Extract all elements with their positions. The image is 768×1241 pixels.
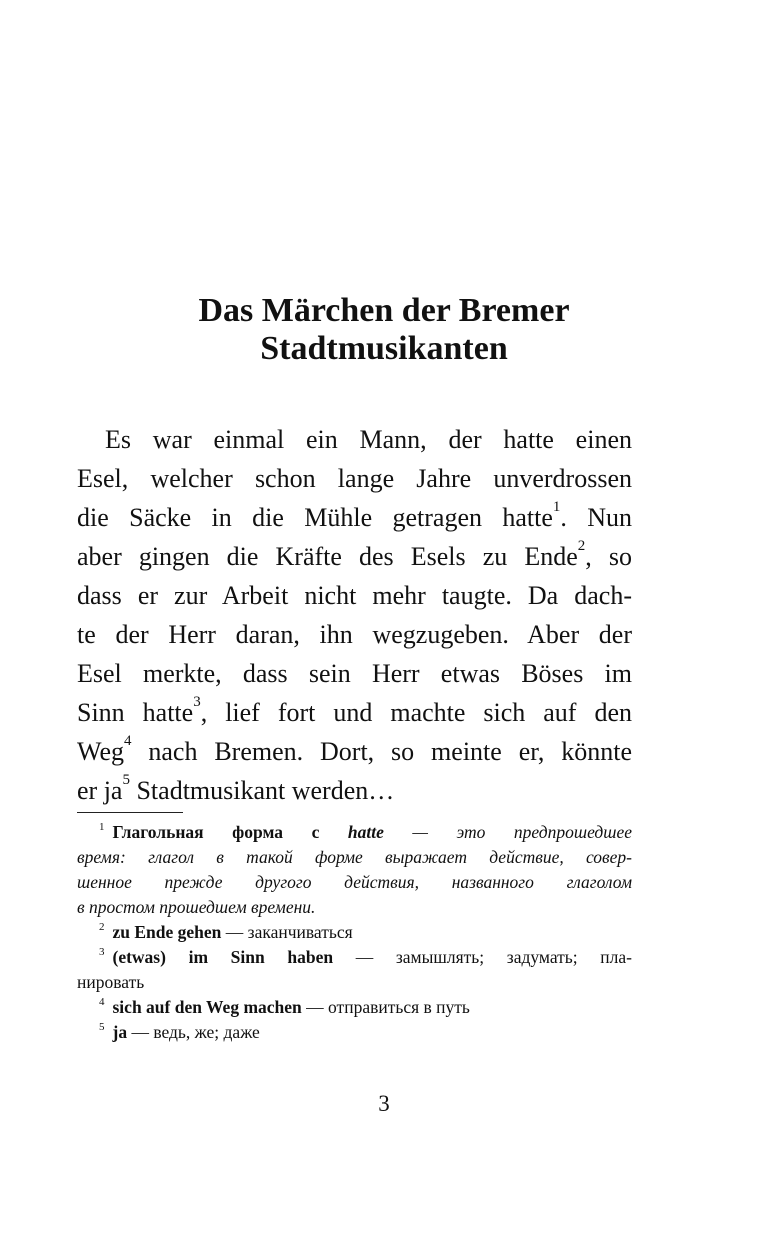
text-line [77, 732, 632, 771]
text-line [77, 537, 632, 576]
text-segment: nach Bremen. Dort, so meinte er, könnte [131, 737, 632, 766]
text-segment: , so [585, 542, 632, 571]
text-segment: — отправиться в путь [301, 997, 470, 1017]
text-segment: Es war einmal ein Mann, der hatte einen [105, 425, 632, 454]
text-line [77, 654, 632, 693]
footnote-marker: 1 [552, 499, 561, 515]
text-segment: в простом прошедшем времени. [77, 897, 316, 917]
text-segment: Глагольная форма с [112, 822, 348, 842]
footnote-marker: 5 [99, 1021, 105, 1033]
text-segment: aber gingen die Kräfte des Esels zu Ende [77, 542, 578, 571]
footnote-marker: 4 [99, 996, 105, 1008]
footnote-line [77, 920, 632, 945]
footnotes [77, 820, 632, 1045]
footnote-line [77, 945, 632, 970]
text-segment: zu Ende gehen [112, 922, 222, 942]
text-segment: — это предпрошедшее [383, 822, 632, 842]
text-line [77, 615, 632, 654]
text-segment: er ja [77, 776, 123, 805]
footnote-line [77, 870, 632, 895]
footnote-marker: 3 [193, 694, 201, 710]
footnote-line [77, 845, 632, 870]
text-line [77, 498, 632, 537]
footnote-marker: 4 [124, 733, 132, 749]
footnote-marker: 2 [99, 921, 105, 933]
text-segment: Stadtmusikant werden… [129, 776, 395, 805]
chapter-title-line: Stadtmusikanten [260, 330, 508, 367]
footnote-line [77, 1020, 632, 1045]
chapter-title-line: Das Märchen der Bremer [198, 292, 570, 329]
text-segment: ja [112, 1022, 128, 1042]
text-line [77, 459, 632, 498]
text-segment: sich auf den Weg machen [112, 997, 302, 1017]
text-segment: шенное прежде другого действия, названного глаголом [77, 872, 632, 892]
text-line [77, 693, 632, 732]
text-line [77, 771, 632, 810]
text-segment: время: глагол в такой форме выражает действие, совер- [77, 847, 632, 867]
text-segment: dass er zur Arbeit nicht mehr taugte. Da dach- [77, 581, 632, 610]
text-segment: (etwas) im Sinn haben [112, 947, 334, 967]
text-segment: — заканчиваться [221, 922, 353, 942]
text-segment: — замышлять; задумать; пла- [333, 947, 632, 967]
text-segment: Weg [77, 737, 124, 766]
footnote-marker: 5 [122, 772, 130, 788]
footnote-line [77, 895, 632, 920]
text-segment: te der Herr daran, ihn wegzugeben. Aber der [77, 620, 632, 649]
footnote-marker: 1 [99, 821, 105, 833]
text-segment: hatte [347, 822, 384, 842]
chapter-title [0, 292, 768, 368]
footnote-line [77, 995, 632, 1020]
text-segment: Esel, welcher schon lange Jahre unverdrossen [77, 464, 632, 493]
story-paragraph [77, 420, 632, 810]
text-segment: — ведь, же; даже [127, 1022, 260, 1042]
text-line [77, 420, 632, 459]
text-segment: . Nun [560, 503, 632, 532]
footnote-line [77, 820, 632, 845]
text-segment: Sinn hatte [77, 698, 194, 727]
footnote-marker: 2 [577, 538, 586, 554]
text-segment: нировать [77, 972, 145, 992]
footnote-divider [77, 812, 183, 813]
text-segment: Esel merkte, dass sein Herr etwas Böses im [77, 659, 632, 688]
page-number: 3 [378, 1091, 390, 1116]
text-line [77, 576, 632, 615]
footnote-marker: 3 [99, 946, 105, 958]
text-segment: die Säcke in die Mühle getragen hatte [77, 503, 553, 532]
footnote-line [77, 970, 632, 995]
text-segment: , lief fort und machte sich auf den [200, 698, 632, 727]
